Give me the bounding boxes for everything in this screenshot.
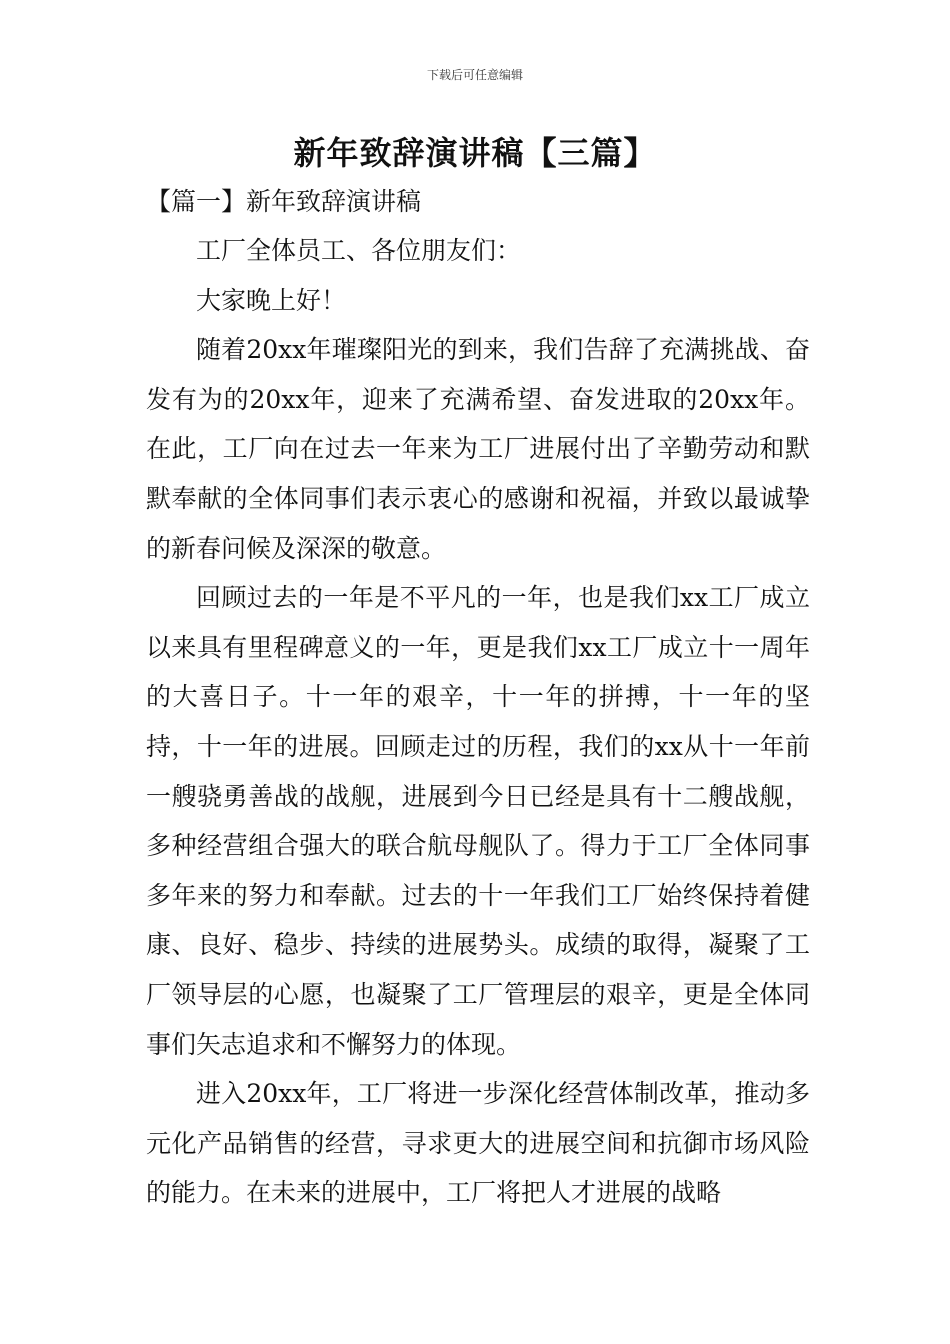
greeting-paragraph: 工厂全体员工、各位朋友们：	[196, 236, 522, 265]
document-title: 新年致辞演讲稿【三篇】	[293, 134, 657, 172]
body-paragraph: 随着20xx年璀璨阳光的到来，我们告辞了充满挑战、奋发有为的20xx年，迎来了充满希望、奋发进取的20xx年。在此，工厂向在过去一年来为工厂进展付出了辛勤劳动和默默奉献的全体同事们表示衷心的感谢和祝福，并致以最诚挚的新春问候及深深的敬意。	[146, 335, 810, 563]
body-paragraph: 进入20xx年，工厂将进一步深化经营体制改革，推动多元化产品销售的经营，寻求更大的进展空间和抗御市场风险的能力。在未来的进展中，工厂将把人才进展的战略	[146, 1079, 810, 1208]
salutation-paragraph: 大家晚上好！	[196, 285, 347, 315]
body-paragraph: 回顾过去的一年是不平凡的一年，也是我们xx工厂成立以来具有里程碑意义的一年，更是我们xx工厂成立十一周年的大喜日子。十一年的艰辛，十一年的拼搏，十一年的坚持，十一年的进展。回顾走过的历程，我们的xx从十一年前一艘骁勇善战的战舰，进展到今日已经是具有十二艘战舰，多种经营组合强大的联合航母舰队了。得力于工厂全体同事多年来的努力和奉献。过去的十一年我们工厂始终保持着健康、良好、稳步、持续的进展势头。成绩的取得，凝聚了工厂领导层的心愿，也凝聚了工厂管理层的艰辛，更是全体同事们矢志追求和不懈努力的体现。	[146, 583, 810, 1059]
section-heading: 【篇一】新年致辞演讲稿	[146, 187, 422, 216]
document-body	[146, 226, 810, 1218]
header-note: 下载后可任意编辑	[426, 68, 523, 82]
